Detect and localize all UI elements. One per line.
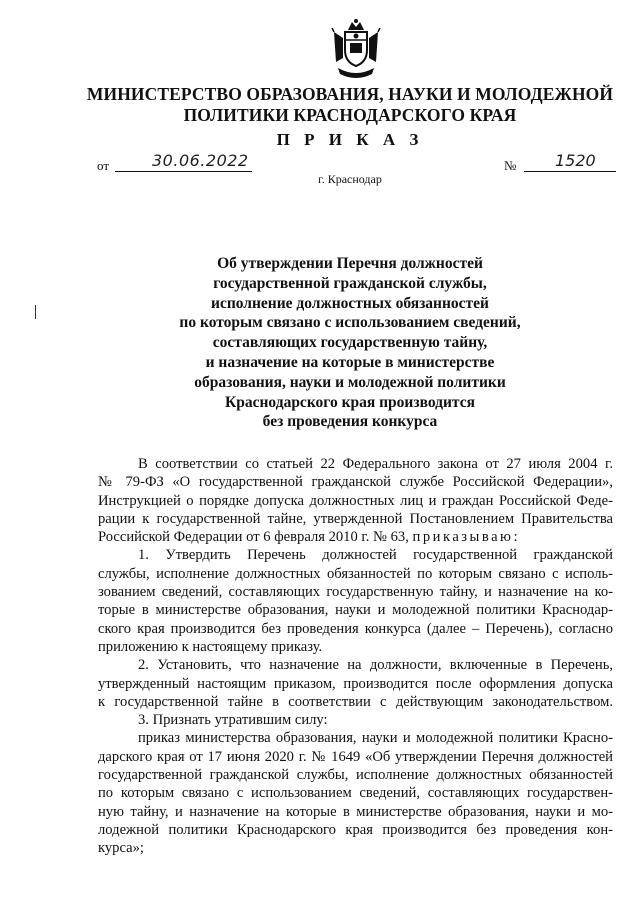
body-line: лодежной политики Краснодарского края производится без проведения кон- xyxy=(98,821,613,838)
ministry-name-line-1: МИНИСТЕРСТВО ОБРАЗОВАНИЯ, НАУКИ И МОЛОДЕЖНОЙ xyxy=(86,84,614,104)
order-body xyxy=(98,455,613,858)
document-type: П Р И К А З xyxy=(276,130,424,149)
body-line: службы, исполнение должностных обязанностей по которым связано с исполь- xyxy=(98,565,613,582)
ministry-name xyxy=(60,84,640,126)
body-line: 1. Утвердить Перечень должностей государственной гражданской xyxy=(138,547,613,564)
title-line: составляющих государственную тайну, xyxy=(212,334,488,352)
number-handwritten: 1520 xyxy=(555,151,596,170)
body-line: торые в министерстве образования, науки и молодежной политики Краснодар- xyxy=(98,602,613,619)
decree-word: приказываю: xyxy=(412,529,520,546)
body-line: рации к государственной тайне, утвержденной Постановлением Правительства xyxy=(98,510,613,527)
title-line: государственной гражданской службы, xyxy=(213,274,487,292)
body-line: приказ министерства образования, науки и молодежной политики Красно- xyxy=(138,730,613,747)
title-line: исполнение должностных обязанностей xyxy=(211,294,489,312)
margin-mark xyxy=(35,305,36,319)
body-line: к государственной тайне в соответствии с действующим законодательством. xyxy=(98,693,613,710)
order-title xyxy=(60,254,640,432)
body-line: 3. Признать утратившим силу: xyxy=(138,712,328,729)
ministry-name-line-2: ПОЛИТИКИ КРАСНОДАРСКОГО КРАЯ xyxy=(183,105,517,125)
body-line: ского края производится без проведения конкурса (далее – Перечень), согласно xyxy=(98,620,613,637)
date-handwritten: 30.06.2022 xyxy=(152,151,249,170)
body-line: Инструкцией о порядке допуска должностных лиц и граждан Российской Феде- xyxy=(98,492,613,509)
body-line: курса»; xyxy=(98,840,144,857)
title-line: без проведения конкурса xyxy=(262,413,438,431)
body-line: 2. Установить, что назначение на должности, включенные в Перечень, xyxy=(138,657,613,674)
title-line: Об утверждении Перечня должностей xyxy=(217,255,483,272)
body-line: № 79-ФЗ «О государственной гражданской службе Российской Федерации», xyxy=(98,474,613,491)
body-line: В соответствии со статьей 22 Федерального закона от 27 июля 2004 г. xyxy=(138,456,613,472)
body-line: государственной гражданской службы, исполнение должностных обязанностей xyxy=(98,767,613,784)
body-line: ную тайну, и назначение на которые в министерстве образования, науки и мо- xyxy=(98,803,613,820)
number-label: № xyxy=(504,158,517,173)
title-line: Краснодарского края производится xyxy=(225,393,475,411)
date-label: от xyxy=(97,158,110,173)
coat-of-arms-emblem xyxy=(328,18,384,80)
body-line: дарского края от 17 июня 2020 г. № 1649 «Об утверждении Перечня должностей xyxy=(98,748,613,765)
title-line: по которым связано с использованием сведений, xyxy=(179,314,521,332)
body-line-with-decree xyxy=(98,528,613,546)
title-line: образования, науки и молодежной политики xyxy=(194,373,506,391)
body-line: зованием сведений, составляющих государственную тайну, и назначение на ко- xyxy=(98,584,613,601)
body-line: приложению к настоящему приказу. xyxy=(98,638,323,655)
body-line: утвержденный настоящим приказом, производится после оформления допуска xyxy=(98,675,613,692)
body-line: по которым связано с использованием сведений, составляющих государствен- xyxy=(98,785,613,802)
city-label: г. Краснодар xyxy=(318,172,382,186)
body-line: Российской Федерации от 6 февраля 2010 г. № 63, xyxy=(98,529,409,546)
title-line: и назначение на которые в министерстве xyxy=(205,353,495,371)
